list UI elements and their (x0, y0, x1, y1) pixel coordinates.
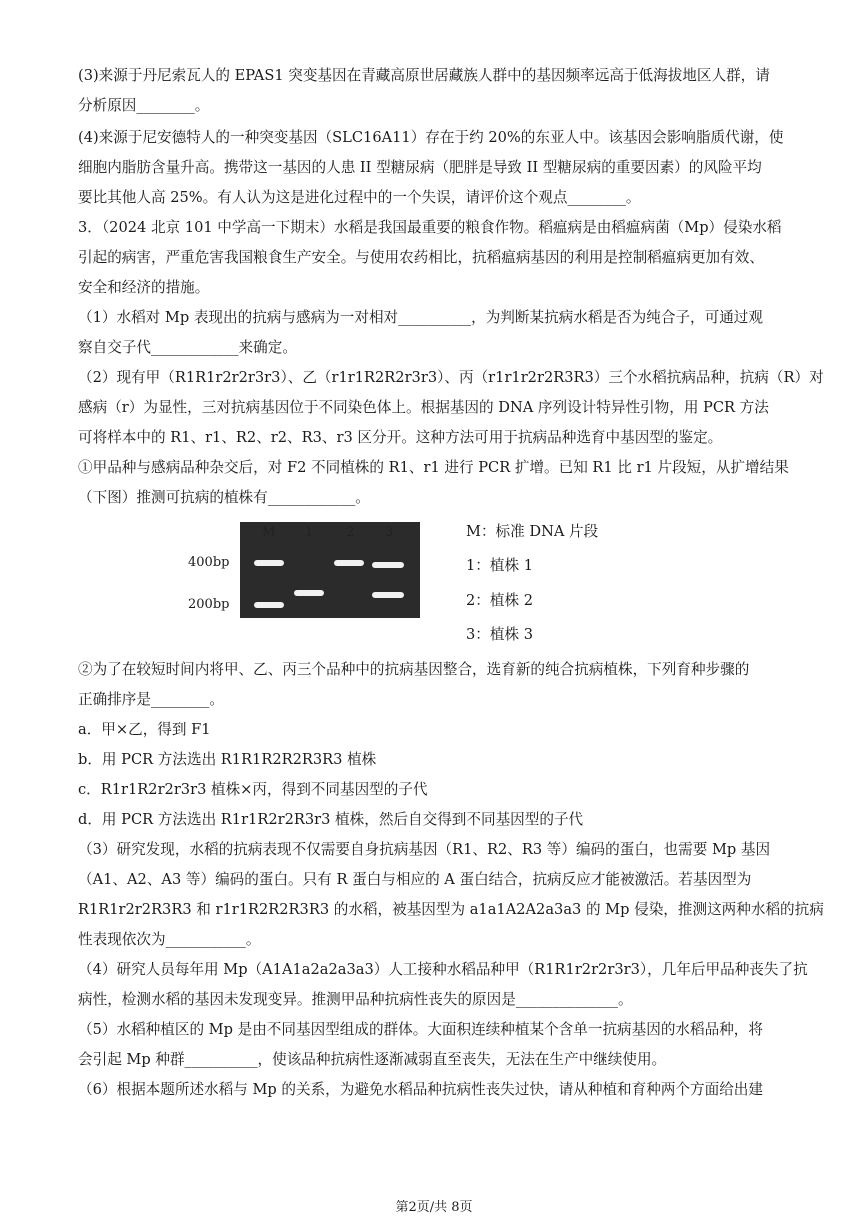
text-line: R1R1r2r2R3R3 和 r1r1R2R2R3R3 的水稻，被基因型为 a1a1A2A2a3a3 的 Mp 侵染，推测这两种水稻的抗病 (78, 901, 824, 918)
lane-label-m: M (262, 525, 276, 540)
text-line: 引起的病害，严重危害我国粮食生产安全。与使用农药相比，抗稻瘟病基因的利用是控制稻瘟病更加有效、 (78, 249, 764, 266)
text-line: (3)来源于丹尼索瓦人的 EPAS1 突变基因在青藏高原世居藏族人群中的基因频率远高于低海拔地区人群，请 (78, 67, 770, 84)
text-line: 可将样本中的 R1、r1、R2、r2、R3、r3 区分开。这种方法可用于抗病品种选育中基因型的鉴定。 (78, 429, 723, 446)
band-2-long (334, 560, 364, 566)
marker-400bp-label: 400bp (188, 555, 230, 570)
text-line: （4）研究人员每年用 Mp（A1A1a2a2a3a3）人工接种水稻品种甲（R1R1r2r2r3r3），几年后甲品种丧失了抗 (78, 961, 808, 978)
legend-item-2: 2：植株 2 (466, 592, 533, 609)
text-line: 分析原因________。 (78, 97, 210, 114)
legend-item-1: 1：植株 1 (466, 557, 533, 574)
text-line: 病性，检测水稻的基因未发现变异。推测甲品种抗病性丧失的原因是______________。 (78, 991, 633, 1008)
option-b: b．用 PCR 方法选出 R1R1R2R2R3R3 植株 (78, 751, 377, 768)
option-a: a．甲×乙，得到 F1 (78, 721, 211, 738)
option-d: d．用 PCR 方法选出 R1r1R2r2R3r3 植株，然后自交得到不同基因型的子代 (78, 811, 584, 828)
text-line: 察自交子代____________来确定。 (78, 339, 297, 356)
page-footer: 第2页/共 8页 (395, 1200, 473, 1215)
text-line: （A1、A2、A3 等）编码的蛋白。只有 R 蛋白与相应的 A 蛋白结合，抗病反应才能被激活。若基因型为 (78, 871, 752, 888)
legend-item-3: 3：植株 3 (466, 626, 533, 643)
text-line: 安全和经济的措施。 (78, 279, 210, 296)
text-line: （3）研究发现，水稻的抗病表现不仅需要自身抗病基因（R1、R2、R3 等）编码的蛋白，也需要 Mp 基因 (78, 841, 771, 858)
text-line: （2）现有甲（R1R1r2r2r3r3）、乙（r1r1R2R2r3r3）、丙（r1r1r2r2R3R3）三个水稻抗病品种，抗病（R）对 (78, 369, 824, 386)
text-line: 会引起 Mp 种群__________，使该品种抗病性逐渐减弱直至丧失，无法在生产中继续使用。 (78, 1051, 667, 1068)
text-line: （1）水稻对 Mp 表现出的抗病与感病为一对相对__________，为判断某抗病水稻是否为纯合子，可通过观 (78, 309, 763, 326)
text-line: （下图）推测可抗病的植株有____________。 (78, 489, 370, 506)
text-line: ①甲品种与感病品种杂交后，对 F2 不同植株的 R1、r1 进行 PCR 扩增。已知 R1 比 r1 片段短，从扩增结果 (78, 459, 789, 476)
text-line: （5）水稻种植区的 Mp 是由不同基因型组成的群体。大面积连续种植某个含单一抗病基因的水稻品种，将 (78, 1021, 763, 1038)
text-line: 3．（2024 北京 101 中学高一下期末）水稻是我国最重要的粮食作物。稻瘟病是由稻瘟病菌（Mp）侵染水稻 (78, 219, 782, 236)
band-m-400 (254, 560, 284, 566)
text-line: 性表现依次为___________。 (78, 931, 261, 948)
text-line: 要比其他人高 25%。有人认为这是进化过程中的一个失误，请评价这个观点________。 (78, 189, 641, 206)
text-line: 感病（r）为显性，三对抗病基因位于不同染色体上。根据基因的 DNA 序列设计特异性引物，用 PCR 方法 (78, 399, 769, 416)
text-line: （6）根据本题所述水稻与 Mp 的关系，为避免水稻品种抗病性丧失过快，请从种植和育种两个方面给出建 (78, 1081, 763, 1098)
legend-item-m: M：标准 DNA 片段 (466, 523, 599, 540)
band-m-200 (254, 602, 284, 608)
lane-label-2: 2 (346, 525, 355, 540)
lane-label-3: 3 (385, 525, 394, 540)
lane-label-1: 1 (305, 525, 314, 540)
text-line: 细胞内脂肪含量升高。携带这一基因的人患 II 型糖尿病（肥胖是导致 II 型糖尿病的重要因素）的风险平均 (78, 159, 762, 176)
text-line: 正确排序是________。 (78, 691, 224, 708)
marker-200bp-label: 200bp (188, 597, 230, 612)
text-line: (4)来源于尼安德特人的一种突变基因（SLC16A11）存在于约 20%的东亚人中。该基因会影响脂质代谢，使 (78, 129, 784, 146)
band-1-short (294, 590, 324, 596)
option-c: c．R1r1R2r2r3r3 植株×丙，得到不同基因型的子代 (78, 781, 428, 798)
band-3-long (372, 562, 404, 568)
text-line: ②为了在较短时间内将甲、乙、丙三个品种中的抗病基因整合，选育新的纯合抗病植株，下列育种步骤的 (78, 661, 750, 678)
band-3-short (372, 592, 404, 598)
